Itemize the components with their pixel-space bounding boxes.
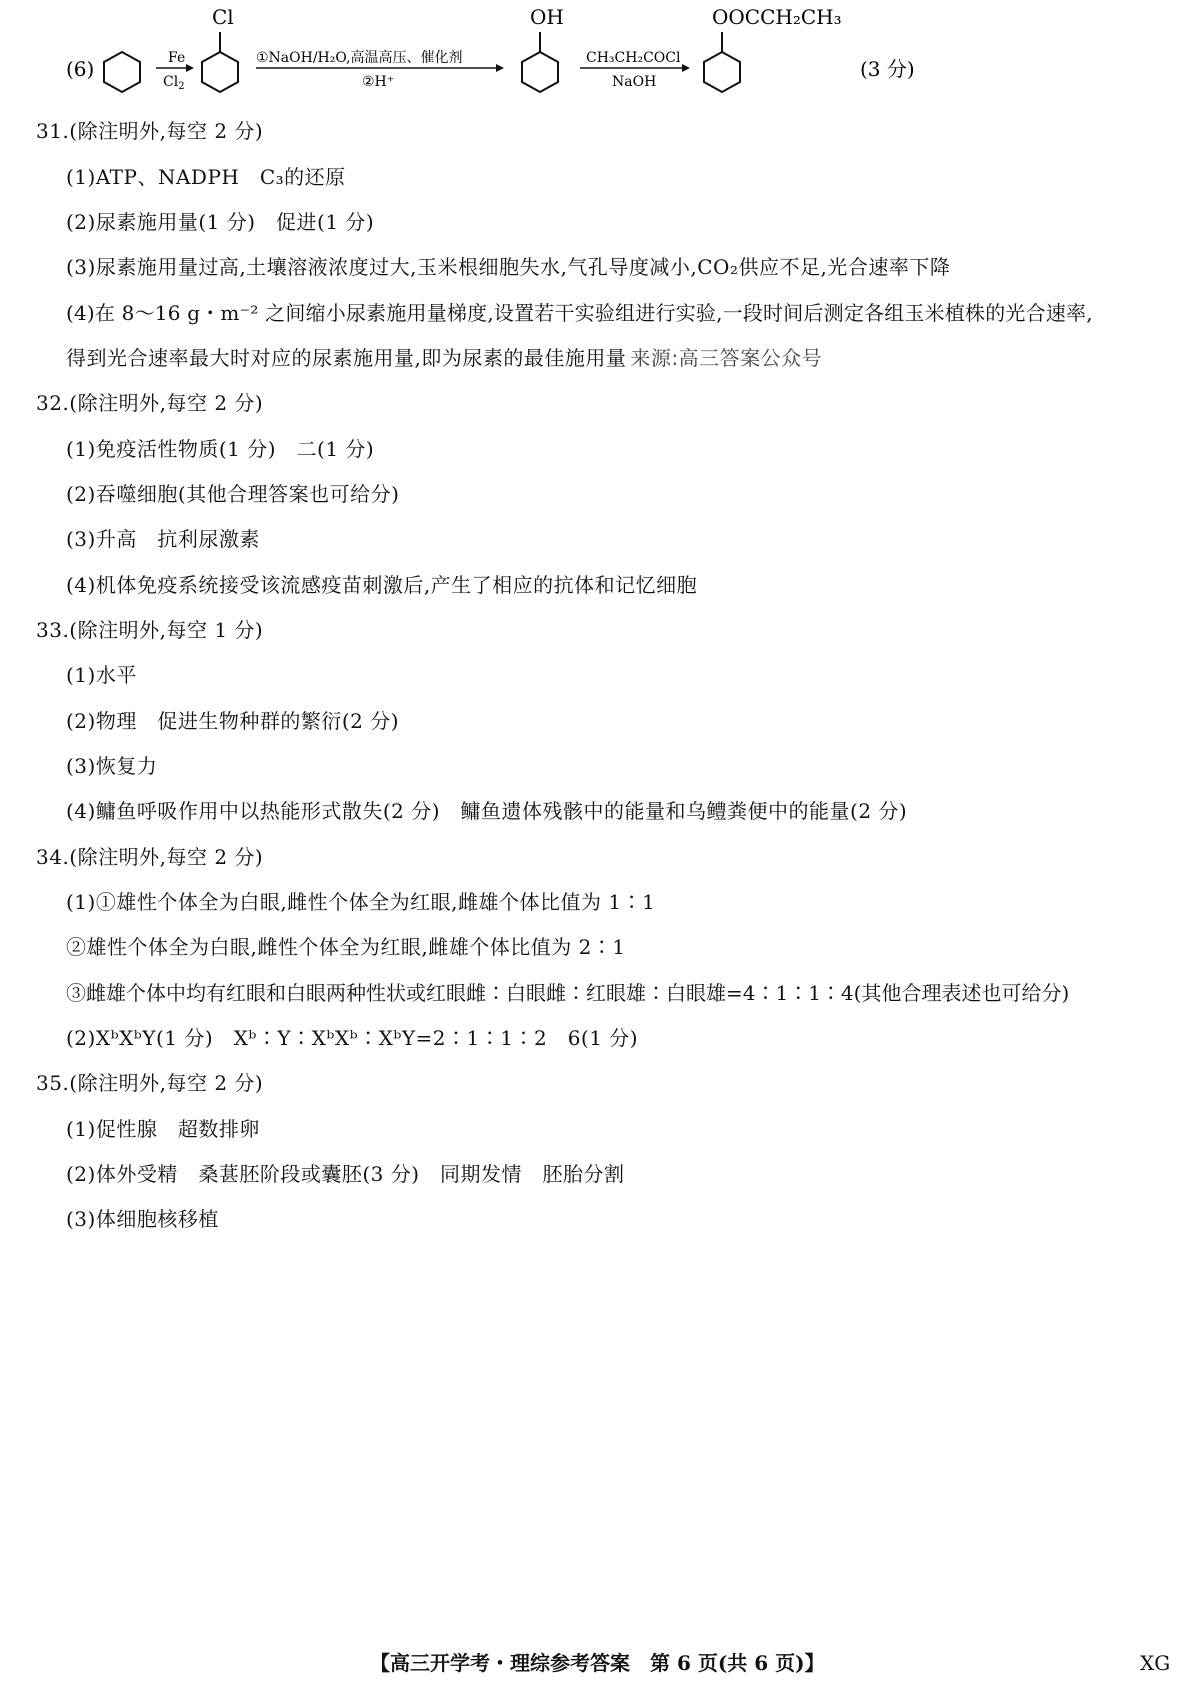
substituent-cl: Cl [212, 5, 234, 29]
q35-line-3: (3)体细胞核移植 [66, 1207, 219, 1231]
q31-line-3: (3)尿素施用量过高,土壤溶液浓度过大,玉米根细胞失水,气孔导度减小,CO₂供应不足,光合速率下降 [66, 255, 951, 279]
q32-line-2: (2)吞噬细胞(其他合理答案也可给分) [66, 482, 400, 506]
watermark-text: 来源:高三答案公众号 [630, 346, 823, 370]
arrow3-bottom-label: NaOH [612, 74, 657, 90]
q35-line-2: (2)体外受精 桑葚胚阶段或囊胚(3 分) 同期发情 胚胎分割 [66, 1162, 625, 1186]
q33-header: 33.(除注明外,每空 1 分) [36, 618, 264, 642]
q35-header: 35.(除注明外,每空 2 分) [36, 1071, 264, 1095]
q32-header: 32.(除注明外,每空 2 分) [36, 391, 264, 415]
scheme-score: (3 分) [860, 57, 915, 81]
footer-title: 【高三开学考・理综参考答案 第 6 页(共 6 页)】 [370, 1651, 825, 1675]
q34-line-3: ③雌雄个体中均有红眼和白眼两种性状或红眼雌∶白眼雌∶红眼雄∶白眼雄=4∶1∶1∶4(其他合理表述也可给分) [66, 981, 1070, 1005]
ester-ring-icon [704, 32, 740, 92]
q31-line-5-text: 得到光合速率最大时对应的尿素施用量,即为尿素的最佳施用量 [66, 346, 627, 370]
q34-line-2: ②雄性个体全为白眼,雌性个体全为红眼,雌雄个体比值为 2∶1 [66, 935, 626, 959]
q34-header: 34.(除注明外,每空 2 分) [36, 845, 264, 869]
q32-line-3: (3)升高 抗利尿激素 [66, 527, 260, 551]
benzene-ring-icon [104, 52, 140, 92]
q33-line-3: (3)恢复力 [66, 754, 158, 778]
q32-line-1: (1)免疫活性物质(1 分) 二(1 分) [66, 437, 375, 461]
q31-line-5 [66, 345, 822, 371]
q31-header: 31.(除注明外,每空 2 分) [36, 119, 264, 143]
arrow3-top-label: CH₃CH₂COCl [586, 50, 681, 66]
arrow2-top-label: ①NaOH/H₂O,高温高压、催化剂 [256, 50, 463, 66]
phenol-ring-icon [522, 32, 558, 92]
q31-line-1: (1)ATP、NADPH C₃的还原 [66, 165, 346, 189]
footer-code: XG [1140, 1651, 1171, 1675]
q33-line-1: (1)水平 [66, 663, 137, 687]
q35-line-1: (1)促性腺 超数排卵 [66, 1117, 260, 1141]
substituent-oh: OH [530, 5, 564, 29]
q34-line-4: (2)XᵇXᵇY(1 分) Xᵇ∶Y∶XᵇXᵇ∶XᵇY=2∶1∶1∶2 6(1 分) [66, 1026, 639, 1050]
q31-line-2: (2)尿素施用量(1 分) 促进(1 分) [66, 210, 375, 234]
q33-line-4: (4)鳙鱼呼吸作用中以热能形式散失(2 分) 鳙鱼遗体残骸中的能量和乌鳢粪便中的能量(2 分) [66, 799, 908, 823]
chlorobenzene-ring-icon [202, 32, 238, 92]
arrow1-bottom-label: $Cl_2$ [163, 74, 185, 92]
q31-line-4: (4)在 8～16 g・m⁻² 之间缩小尿素施用量梯度,设置若干实验组进行实验,一段时间后测定各组玉米植株的光合速率, [66, 301, 1093, 325]
substituent-ester: OOCCH₂CH₃ [712, 5, 842, 29]
scheme-number: (6) [66, 57, 95, 81]
reaction-scheme [0, 0, 1200, 110]
arrow2-bottom-label: ②H⁺ [362, 74, 395, 90]
q32-line-4: (4)机体免疫系统接受该流感疫苗刺激后,产生了相应的抗体和记忆细胞 [66, 573, 698, 597]
q33-line-2: (2)物理 促进生物种群的繁衍(2 分) [66, 709, 400, 733]
arrow1-top-label: Fe [168, 50, 186, 66]
q34-line-1: (1)①雄性个体全为白眼,雌性个体全为红眼,雌雄个体比值为 1∶1 [66, 890, 656, 914]
